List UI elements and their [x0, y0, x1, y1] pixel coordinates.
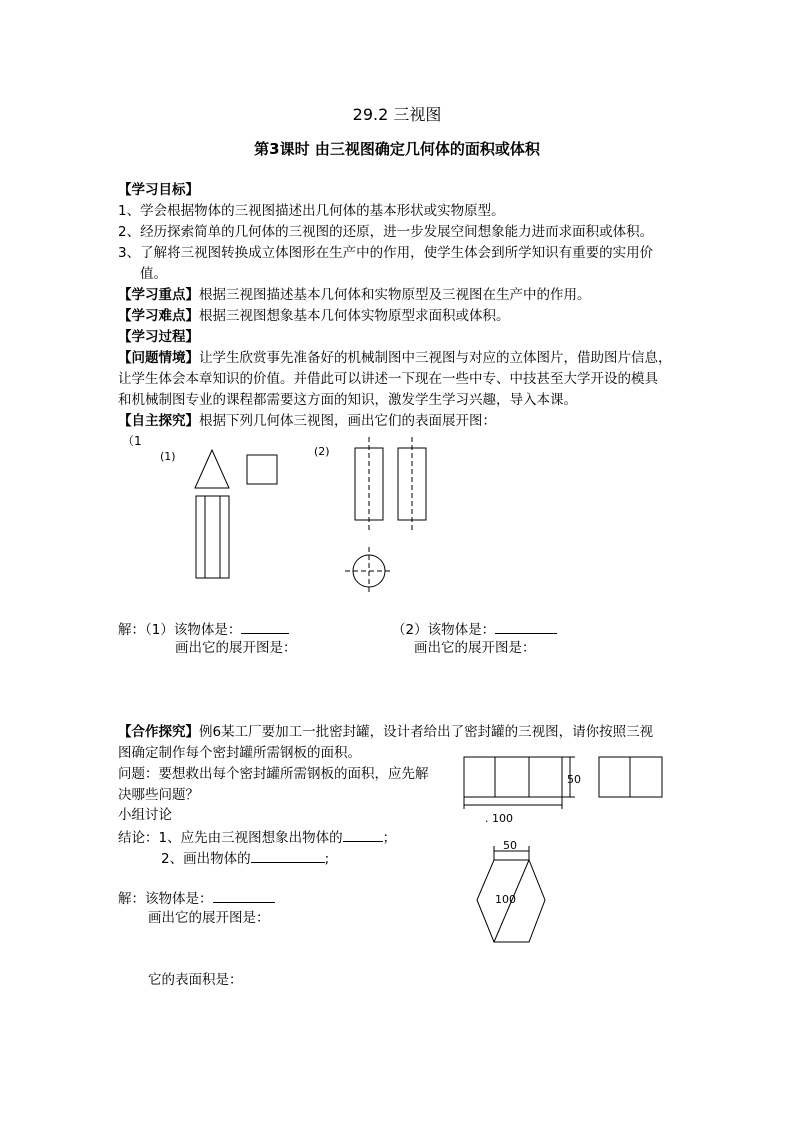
situation-text-1: 让学生欣赏事先准备好的机械制图中三视图与对应的立体图片，借助图片信息， — [199, 350, 672, 366]
figure-1-label: (1) — [160, 450, 176, 463]
can-front-view — [464, 757, 562, 797]
key-point-heading: 【学习重点】 — [118, 287, 199, 303]
dim-50-top-label: 50 — [503, 839, 517, 852]
solution-1-draw: 画出它的展开图是： — [175, 640, 297, 656]
situation-line-2: 让学生体会本章知识的价值。并借此可以讲述一下现在一些中专、中技甚至大学开设的模具 — [118, 371, 658, 387]
figure-2-label: (2) — [314, 445, 330, 458]
dim-50-side-label: 50 — [567, 773, 581, 786]
difficulty-heading: 【学习难点】 — [118, 308, 199, 324]
objective-item-3: 3、了解将三视图转换成立体图形在生产中的作用，使学生体会到所学知识有重要的实用价 — [118, 245, 654, 261]
solution-2-draw: 画出它的展开图是： — [414, 640, 536, 656]
self-explore-text: 根据下列几何体三视图，画出它们的表面展开图： — [199, 413, 496, 429]
coop-area: 它的表面积是： — [148, 972, 243, 988]
coop-line-2: 图确定制作每个密封罐所需钢板的面积。 — [118, 745, 361, 761]
coop-question-2: 决哪些问题？ — [118, 787, 199, 803]
solution-2-label: （2）该物体是： — [392, 622, 496, 638]
situation-line-3: 和机械制图专业的课程都需要这方面的知识，激发学生学习兴趣，导入本课。 — [118, 392, 577, 408]
difficulty-text: 根据三视图想象基本几何体实物原型求面积或体积。 — [199, 308, 510, 324]
situation-heading: 【问题情境】 — [118, 350, 199, 366]
coop-discuss: 小组讨论 — [118, 807, 172, 823]
self-explore-heading: 【自主探究】 — [118, 413, 199, 429]
coop-conclusion-1-text: 结论：1、应先由三视图想象出物体的 — [118, 830, 343, 846]
coop-heading: 【合作探究】 — [118, 724, 199, 740]
coop-text-1: 例6某工厂要加工一批密封罐，设计者给出了密封罐的三视图，请你按照三视 — [199, 724, 654, 740]
process-heading: 【学习过程】 — [118, 329, 199, 345]
coop-solution-label: 解：该物体是： — [118, 891, 213, 907]
dim-100-label: . 100 — [485, 812, 513, 825]
objective-item-2: 2、经历探索简单的几何体的三视图的还原，进一步发展空间想象能力进而求面积或体积。 — [118, 224, 654, 240]
coop-conclusion-1-end: ； — [382, 830, 397, 846]
figure-group-label: （1 — [122, 434, 142, 448]
page-subtitle: 第3课时 由三视图确定几何体的面积或体积 — [254, 140, 540, 158]
objectives-heading: 【学习目标】 — [118, 182, 199, 198]
objective-item-3-cont: 值。 — [140, 266, 167, 282]
page-title: 29.2 三视图 — [352, 105, 442, 124]
solution-1-label: 解：（1）该物体是： — [118, 622, 242, 638]
coop-draw: 画出它的展开图是： — [148, 910, 270, 926]
key-point-text: 根据三视图描述基本几何体和实物原型及三视图在生产中的作用。 — [199, 287, 591, 303]
dim-100-inner-label: 100 — [495, 893, 516, 906]
coop-conclusion-2-text: 2、画出物体的 — [161, 851, 251, 867]
coop-conclusion-2-end: ; — [324, 851, 330, 867]
coop-question-1: 问题：要想救出每个密封罐所需钢板的面积，应先解 — [118, 766, 429, 782]
objective-item-1: 1、学会根据物体的三视图描述出几何体的基本形状或实物原型。 — [118, 203, 505, 219]
